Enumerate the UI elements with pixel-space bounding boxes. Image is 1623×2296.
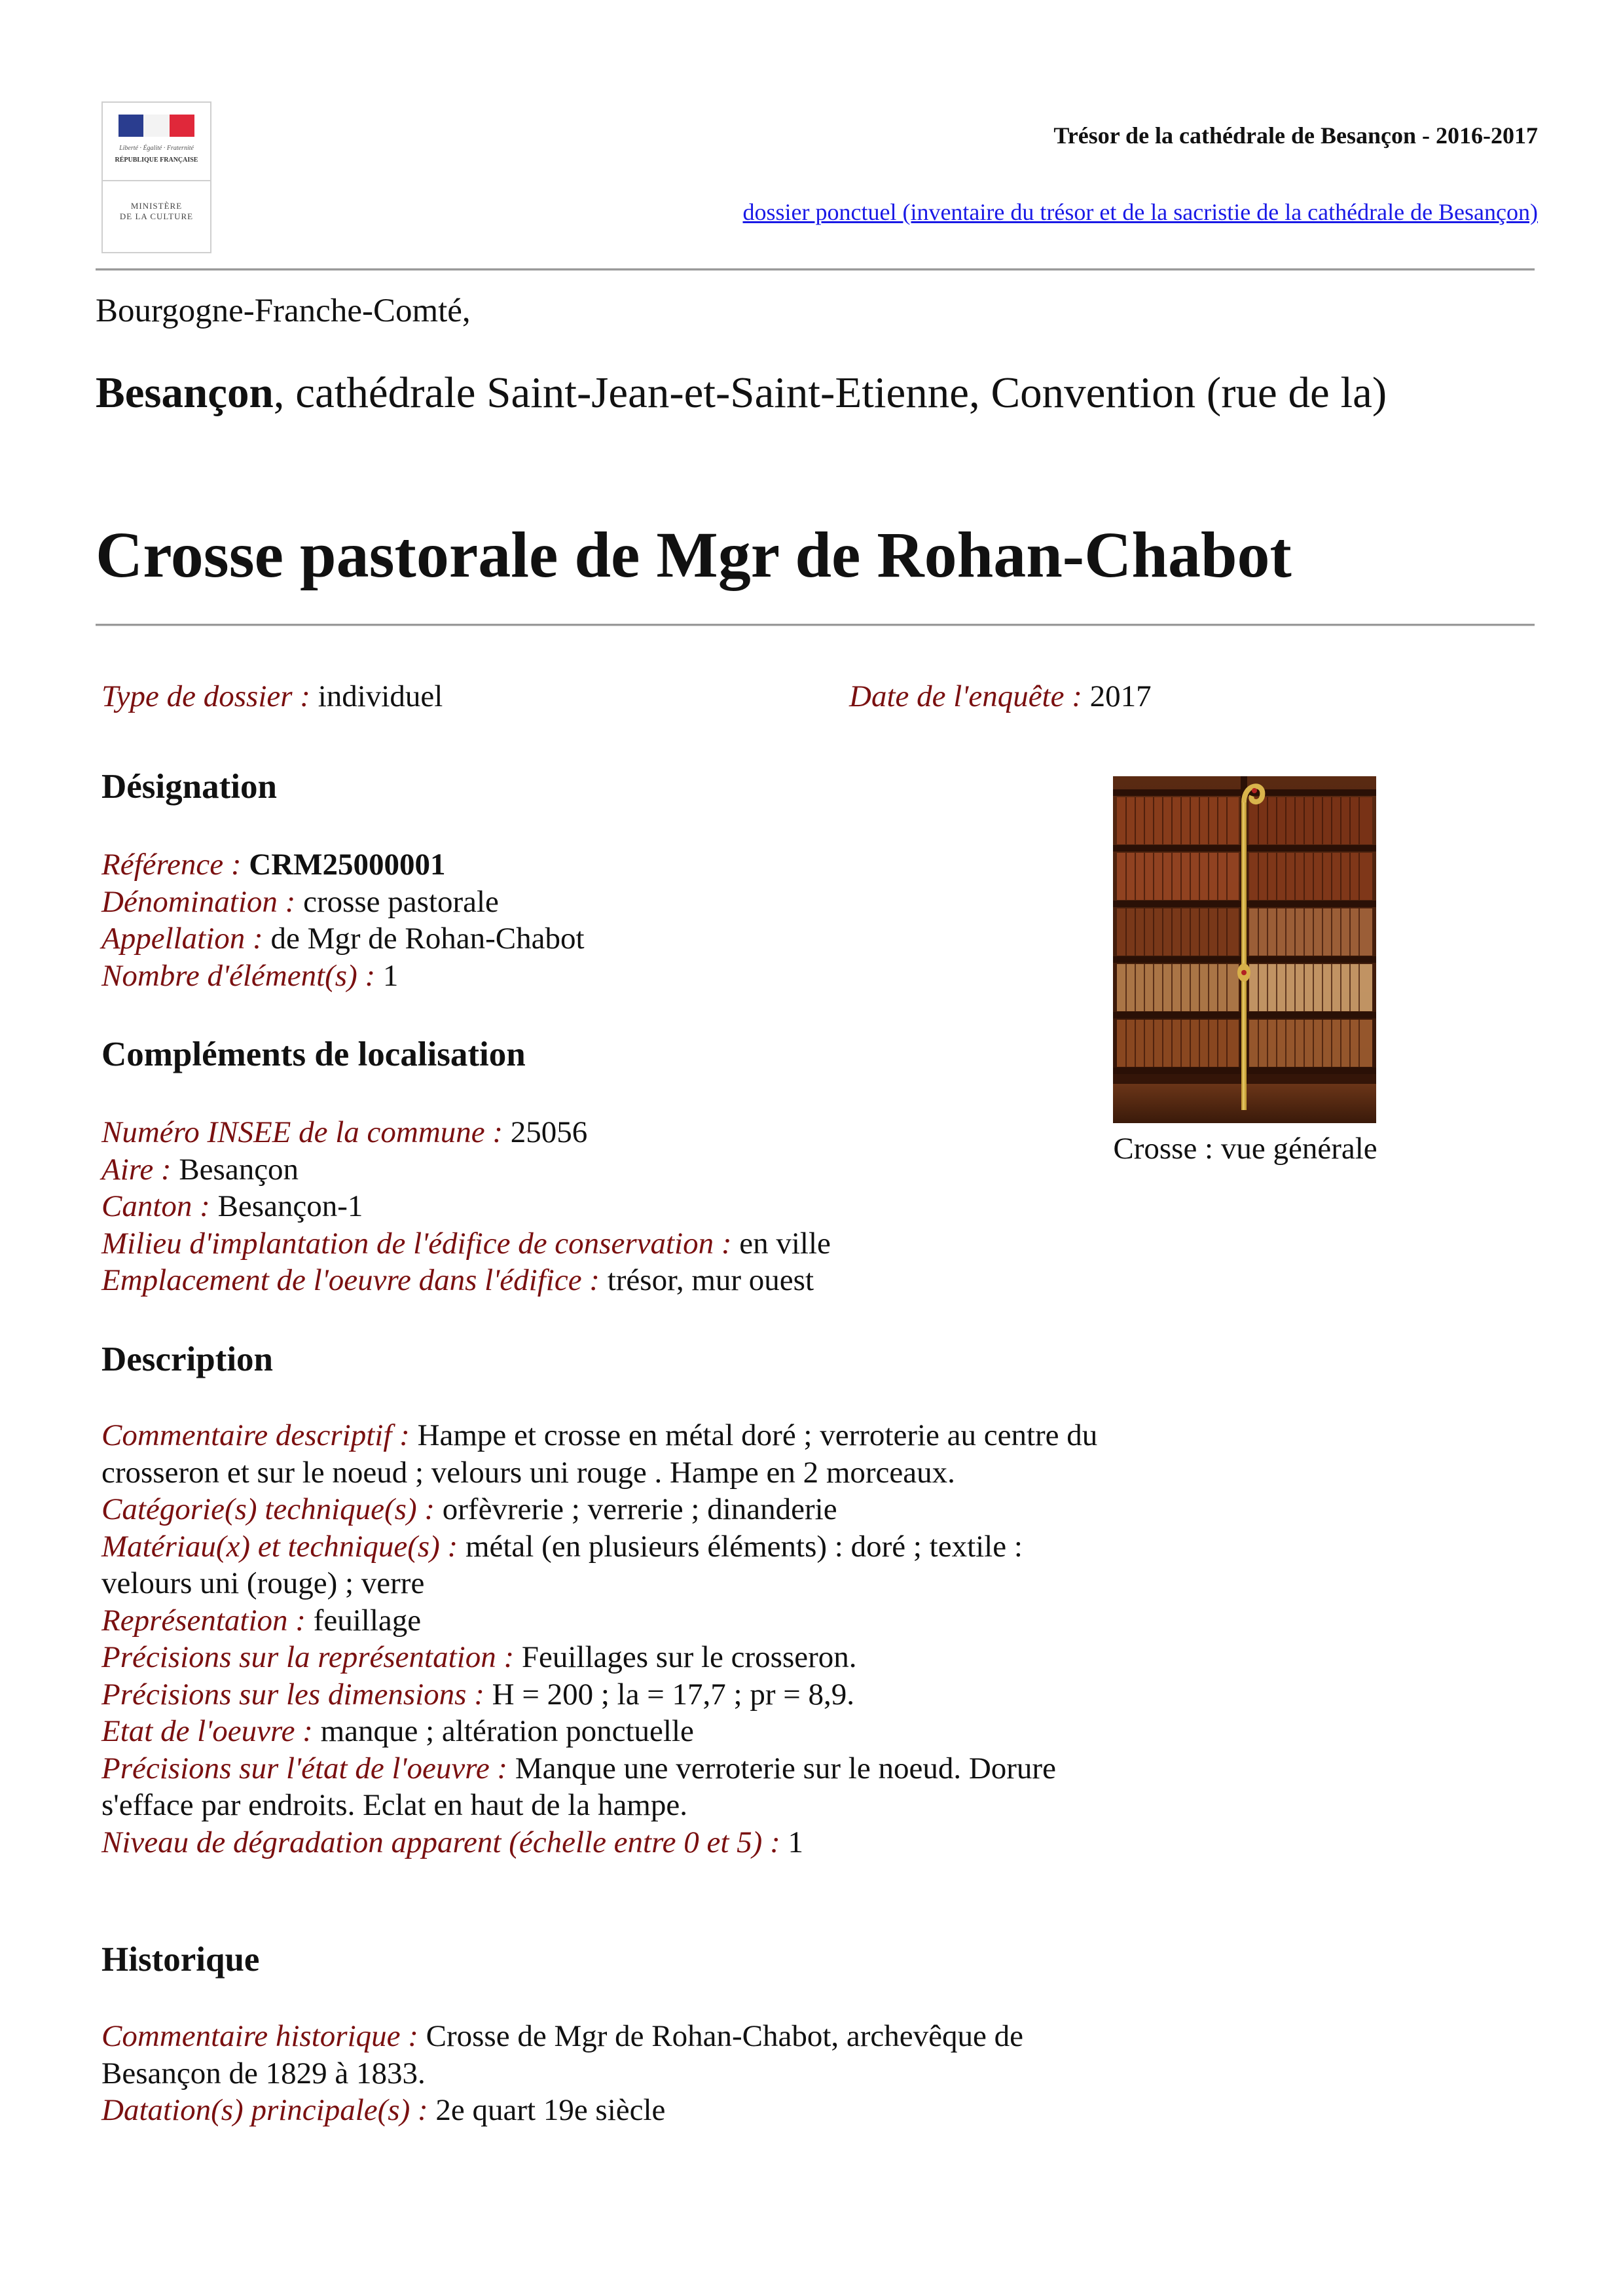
location <box>96 365 1510 420</box>
field-appellation: Appellation : de Mgr de Rohan-Chabot <box>101 922 585 956</box>
description-fields <box>101 1417 1103 1861</box>
field-categories: Catégorie(s) technique(s) : orfèvrerie ; verrerie ; dinanderie <box>101 1492 837 1526</box>
localisation-fields <box>101 1114 1103 1299</box>
section-heading-historique: Historique <box>101 1941 260 1979</box>
field-commentaire-descriptif: Commentaire descriptif : Hampe et crosse en métal doré ; verroterie au centre du crosseron et sur le noeud ; velours uni rouge . Hampe en 2 morceaux. <box>101 1418 1098 1490</box>
title-divider <box>96 624 1535 626</box>
meta-date <box>849 678 1152 715</box>
field-niveau-degradation: Niveau de dégradation apparent (échelle entre 0 et 5) : 1 <box>101 1825 803 1859</box>
field-etat: Etat de l'oeuvre : manque ; altération ponctuelle <box>101 1714 694 1748</box>
field-elements: Nombre d'élément(s) : 1 <box>101 958 399 993</box>
field-milieu: Milieu d'implantation de l'édifice de conservation : en ville <box>101 1226 831 1261</box>
field-emplacement: Emplacement de l'oeuvre dans l'édifice : trésor, mur ouest <box>101 1263 814 1297</box>
page-title: Crosse pastorale de Mgr de Rohan-Chabot <box>96 518 1292 591</box>
republique-francaise-block <box>103 103 210 181</box>
location-details: , cathédrale Saint-Jean-et-Saint-Etienne, Convention (rue de la) <box>273 368 1387 417</box>
bookshelf-crozier-image <box>1113 776 1376 1123</box>
marianne-flag-icon <box>119 115 194 137</box>
header-divider <box>96 268 1535 271</box>
field-datation: Datation(s) principale(s) : 2e quart 19e siècle <box>101 2093 666 2127</box>
photo-caption: Crosse : vue générale <box>1113 1132 1377 1166</box>
field-value: 2017 <box>1089 679 1152 713</box>
field-materiaux: Matériau(x) et technique(s) : métal (en plusieurs éléments) : doré ; textile : velours uni (rouge) ; verre <box>101 1529 1023 1600</box>
section-heading-localisation: Compléments de localisation <box>101 1035 526 1073</box>
field-precisions-representation: Précisions sur la représentation : Feuillages sur le crosseron. <box>101 1640 857 1674</box>
field-precisions-etat: Précisions sur l'état de l'oeuvre : Manque une verroterie sur le noeud. Dorure s'efface par endroits. Eclat en haut de la hampe. <box>101 1751 1056 1822</box>
dossier-link[interactable]: dossier ponctuel (inventaire du trésor et de la sacristie de la cathédrale de Besançon) <box>742 199 1538 225</box>
field-denomination: Dénomination : crosse pastorale <box>101 884 499 919</box>
region: Bourgogne-Franche-Comté, <box>96 293 471 329</box>
section-heading-designation: Désignation <box>101 768 277 806</box>
field-representation: Représentation : feuillage <box>101 1603 422 1638</box>
logo-motto: Liberté · Égalité · Fraternité <box>119 145 194 152</box>
field-precisions-dimensions: Précisions sur les dimensions : H = 200 ; la = 17,7 ; pr = 8,9. <box>101 1677 855 1712</box>
dossier-set-title: Trésor de la cathédrale de Besançon - 2016-2017 <box>1053 122 1538 149</box>
field-aire: Aire : Besançon <box>101 1152 299 1187</box>
field-label: Date de l'enquête : <box>849 679 1082 713</box>
designation-fields <box>101 846 1103 994</box>
field-reference: Référence : CRM25000001 <box>101 848 446 882</box>
section-heading-description: Description <box>101 1340 274 1378</box>
logo-ministry: MINISTÈRE DE LA CULTURE <box>119 201 194 221</box>
historique-fields <box>101 2018 1103 2129</box>
location-city: Besançon <box>96 368 274 417</box>
object-photo[interactable] <box>1113 776 1376 1123</box>
field-commentaire-historique: Commentaire historique : Crosse de Mgr de Rohan-Chabot, archevêque de Besançon de 1829 à 1833. <box>101 2019 1023 2090</box>
field-canton: Canton : Besançon-1 <box>101 1189 363 1223</box>
ministry-logo <box>101 101 211 253</box>
logo-republic: RÉPUBLIQUE FRANÇAISE <box>115 156 198 164</box>
meta-type <box>101 678 443 715</box>
field-insee: Numéro INSEE de la commune : 25056 <box>101 1115 588 1149</box>
field-value: individuel <box>318 679 443 713</box>
field-label: Type de dossier : <box>101 679 310 713</box>
